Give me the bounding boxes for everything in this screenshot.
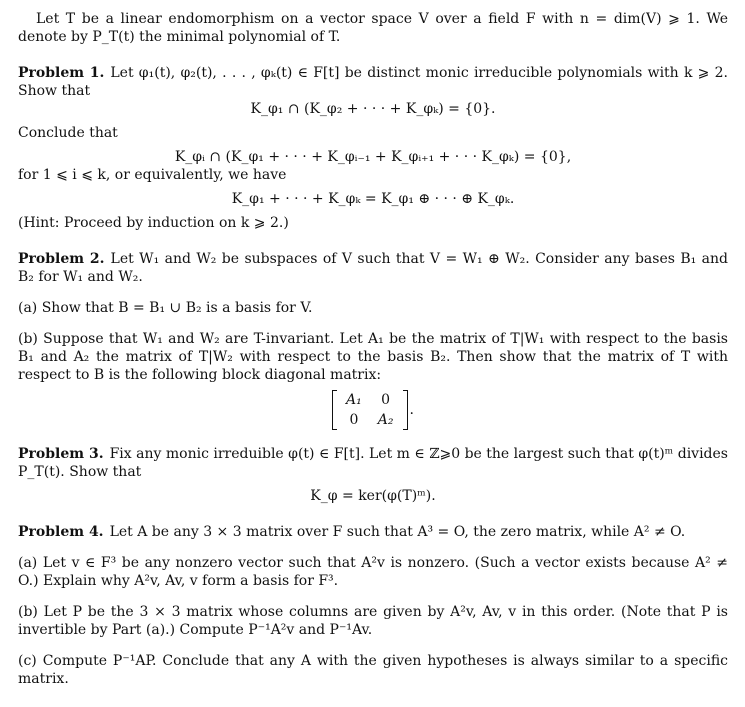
matrix-cell: A₁ [346, 392, 362, 408]
problem-2-part-a: (a) Show that B = B₁ ∪ B₂ is a basis for V. [18, 300, 313, 316]
problem-3 [18, 445, 728, 505]
matrix-cell: 0 [381, 392, 391, 408]
problem-1-text: Let φ₁(t), φ₂(t), . . . , φₖ(t) ∈ F[t] be distinct monic irreducible polynomials with k ⩾ 2. Show that [18, 65, 728, 99]
problem-1-equation-3: K_φ₁ + · · · + K_φₖ = K_φ₁ ⊕ · · · ⊕ K_φₖ. [231, 191, 515, 207]
problem-4-part-b: (b) Let P be the 3 × 3 matrix whose columns are given by A²v, Av, v in this order. (Note that P is invertible by Part (a).) Compute P⁻¹A²v and P⁻¹Av. [18, 604, 728, 638]
problem-1-title: Problem 1. [18, 65, 105, 81]
problem-4-part-a: (a) Let v ∈ F³ be any nonzero vector such that A²v is nonzero. (Such a vector exists because A² ≠ O.) Explain why A²v, Av, v form a basis for F³. [18, 555, 728, 589]
problem-2-part-b: (b) Suppose that W₁ and W₂ are T-invariant. Let A₁ be the matrix of T|W₁ with respect to the basis B₁ and A₂ the matrix of T|W₂ with respect to the basis B₂. Then show that the matrix of T with respect to B is the following block diagonal matrix: [18, 331, 728, 383]
problem-1 [18, 64, 728, 232]
problem-4-text: Let A be any 3 × 3 matrix over F such that A³ = O, the zero matrix, while A² ≠ O. [109, 524, 686, 540]
problem-1-equation-2: K_φᵢ ∩ (K_φ₁ + · · · + K_φᵢ₋₁ + K_φᵢ₊₁ + · · · K_φₖ) = {0}, [174, 149, 572, 165]
problem-3-equation: K_φ = ker(φ(T)ᵐ). [310, 488, 436, 504]
problem-3-title: Problem 3. [18, 446, 104, 462]
problem-3-text: Fix any monic irreduible φ(t) ∈ F[t]. Let m ∈ ℤ⩾0 be the largest such that φ(t)ᵐ divides P_T(t). Show that [18, 446, 728, 480]
problem-1-conclude: Conclude that [18, 125, 118, 141]
intro-paragraph: Let T be a linear endomorphism on a vector space V over a field F with n = dim(V) ⩾ 1. We denote by P_T(t) the minimal polynomial of T. [18, 11, 728, 45]
problem-2: Problem 2. Let W₁ and W₂ be subspaces of V such that V = W₁ ⊕ W₂. Consider any bases B₁ and B₂ for W₁ and W₂. (a) Show that B = B₁ ∪ B₂ is a basis for V. (b) Suppose that W₁ and W₂ are T-invariant. Let A₁ be the matrix of T|W₁ with respect to the basis B₁ and A₂ the matrix of T|W₂ with respect to the basis B₂. Then show that the matrix of T with respect to B is the following block diagonal matrix: A₁ 0 0 A₂ . [18, 251, 729, 428]
problem-1-equation-1: K_φ₁ ∩ (K_φ₂ + · · · + K_φₖ) = {0}. [250, 101, 496, 117]
matrix-cell: A₂ [377, 412, 394, 428]
block-diagonal-matrix [332, 390, 407, 430]
matrix-cell: 0 [349, 412, 359, 428]
problem-4-title: Problem 4. [18, 524, 104, 540]
problem-2-title: Problem 2. [18, 251, 105, 267]
document-page [18, 10, 728, 688]
problem-1-equivalently: for 1 ⩽ i ⩽ k, or equivalently, we have [18, 167, 287, 183]
problem-4-part-c: (c) Compute P⁻¹AP. Conclude that any A with the given hypotheses is always similar to a specific matrix. [18, 653, 728, 687]
problem-1-hint: (Hint: Proceed by induction on k ⩾ 2.) [18, 215, 289, 231]
problem-4 [18, 523, 728, 688]
problem-2-text: Let W₁ and W₂ be subspaces of V such that V = W₁ ⊕ W₂. Consider any bases B₁ and B₂ for W₁ and W₂. [18, 251, 729, 285]
